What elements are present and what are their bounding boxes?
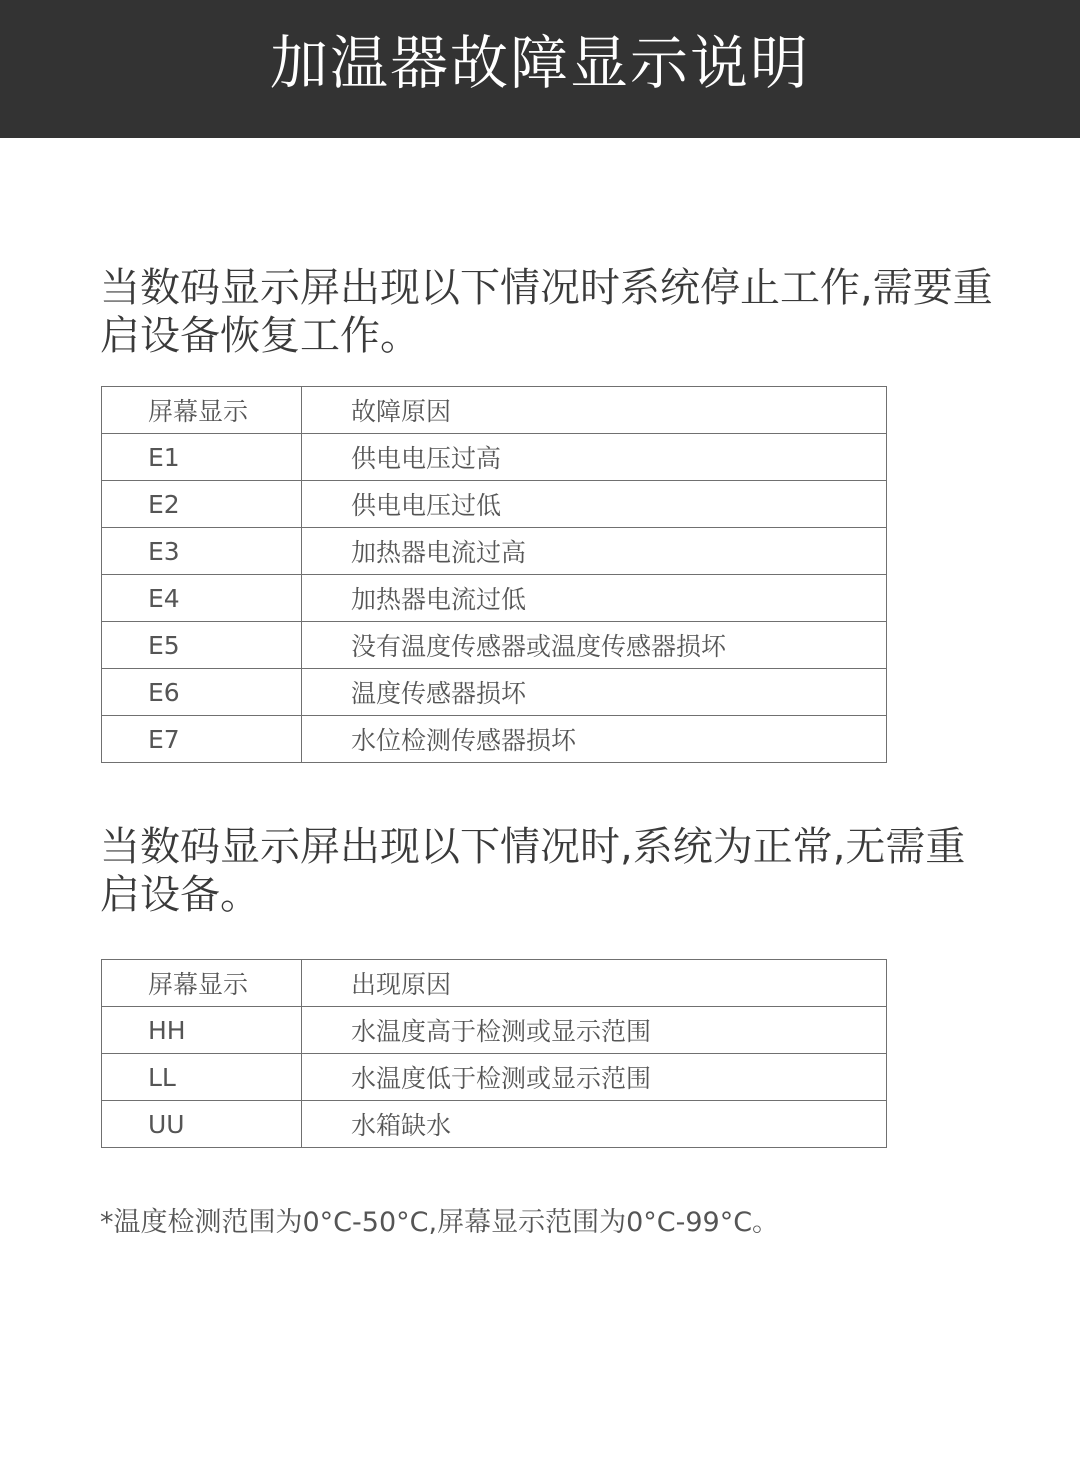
code-cell: HH xyxy=(102,1007,302,1054)
cause-cell: 加热器电流过高 xyxy=(302,528,887,575)
header-bar xyxy=(0,0,1080,138)
table-row xyxy=(102,669,887,716)
table-row xyxy=(102,575,887,622)
cause-cell: 水位检测传感器损坏 xyxy=(302,716,887,763)
cause-cell: 供电电压过高 xyxy=(302,434,887,481)
table-row xyxy=(102,1007,887,1054)
table-header-row xyxy=(102,387,887,434)
code-cell: E4 xyxy=(102,575,302,622)
code-cell: E2 xyxy=(102,481,302,528)
code-cell: E6 xyxy=(102,669,302,716)
table-row xyxy=(102,1101,887,1148)
cause-cell: 温度传感器损坏 xyxy=(302,669,887,716)
column-header-display: 屏幕显示 xyxy=(102,387,302,434)
fault-table xyxy=(101,386,887,763)
table-row xyxy=(102,434,887,481)
code-cell: E3 xyxy=(102,528,302,575)
table-row xyxy=(102,716,887,763)
cause-cell: 加热器电流过低 xyxy=(302,575,887,622)
page-title: 加温器故障显示说明 xyxy=(269,29,810,97)
column-header-cause: 出现原因 xyxy=(302,960,887,1007)
column-header-cause: 故障原因 xyxy=(302,387,887,434)
column-header-display: 屏幕显示 xyxy=(102,960,302,1007)
footnote: *温度检测范围为0°C-50°C,屏幕显示范围为0°C-99°C。 xyxy=(100,1207,780,1238)
cause-cell: 没有温度传感器或温度传感器损坏 xyxy=(302,622,887,669)
table-row xyxy=(102,528,887,575)
cause-cell: 供电电压过低 xyxy=(302,481,887,528)
cause-cell: 水温度高于检测或显示范围 xyxy=(302,1007,887,1054)
section1-intro: 当数码显示屏出现以下情况时系统停止工作,需要重启设备恢复工作。 xyxy=(100,265,993,359)
section2-intro: 当数码显示屏出现以下情况时,系统为正常,无需重启设备。 xyxy=(100,824,966,918)
code-cell: E7 xyxy=(102,716,302,763)
cause-cell: 水温度低于检测或显示范围 xyxy=(302,1054,887,1101)
code-cell: UU xyxy=(102,1101,302,1148)
table-row xyxy=(102,481,887,528)
table-header-row xyxy=(102,960,887,1007)
code-cell: LL xyxy=(102,1054,302,1101)
table-row xyxy=(102,1054,887,1101)
cause-cell: 水箱缺水 xyxy=(302,1101,887,1148)
code-cell: E5 xyxy=(102,622,302,669)
table-row xyxy=(102,622,887,669)
normal-status-table xyxy=(101,959,887,1148)
code-cell: E1 xyxy=(102,434,302,481)
